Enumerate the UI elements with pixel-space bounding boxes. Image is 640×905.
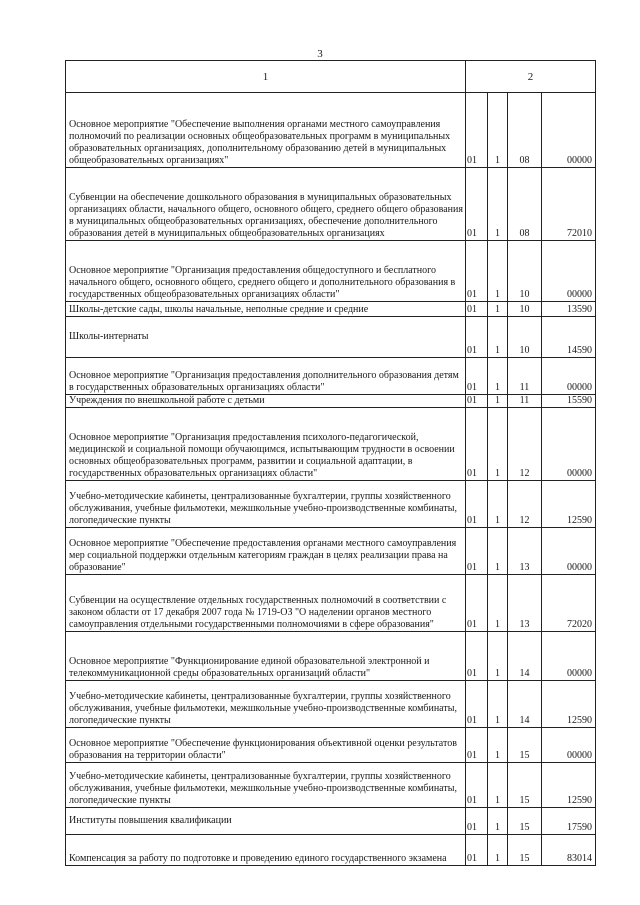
code-direction: 12590 (542, 681, 596, 728)
table-header-row (66, 61, 596, 93)
code-activity: 10 (508, 317, 542, 358)
code-subprogram: 1 (488, 395, 508, 408)
code-direction: 00000 (542, 358, 596, 395)
table-row (66, 835, 596, 866)
code-direction: 12590 (542, 763, 596, 808)
table-row (66, 408, 596, 481)
table-row (66, 728, 596, 763)
code-subprogram: 1 (488, 317, 508, 358)
row-description: Основное мероприятие "Обеспечение функционирования объективной оценки результатов образования на территории области" (66, 728, 466, 763)
code-program: 01 (466, 528, 488, 575)
code-activity: 12 (508, 481, 542, 528)
row-description: Учебно-методические кабинеты, централизованные бухгалтерии, группы хозяйственного обслуживания, учебные фильмотеки, межшкольные учебно-производственные комбинаты, логопедические пункты (66, 681, 466, 728)
code-direction: 15590 (542, 395, 596, 408)
table-row (66, 93, 596, 168)
code-program: 01 (466, 632, 488, 681)
code-subprogram: 1 (488, 302, 508, 317)
code-activity: 15 (508, 763, 542, 808)
row-description: Учебно-методические кабинеты, централизованные бухгалтерии, группы хозяйственного обслуживания, учебные фильмотеки, межшкольные учебно-производственные комбинаты, логопедические пункты (66, 481, 466, 528)
row-description: Основное мероприятие "Функционирование единой образовательной электронной и телекоммуникационной среды образовательных организаций области" (66, 632, 466, 681)
code-subprogram: 1 (488, 528, 508, 575)
table-row (66, 395, 596, 408)
code-activity: 15 (508, 728, 542, 763)
row-description: Основное мероприятие "Обеспечение предоставления органами местного самоуправления мер социальной поддержки отдельным категориям граждан в целях реализации права на образование" (66, 528, 466, 575)
code-program: 01 (466, 408, 488, 481)
code-activity: 15 (508, 835, 542, 866)
row-description: Учебно-методические кабинеты, централизованные бухгалтерии, группы хозяйственного обслуживания, учебные фильмотеки, межшкольные учебно-производственные комбинаты, логопедические пункты (66, 763, 466, 808)
code-activity: 15 (508, 808, 542, 835)
code-activity: 13 (508, 528, 542, 575)
code-program: 01 (466, 395, 488, 408)
table-row (66, 681, 596, 728)
row-description: Учреждения по внешкольной работе с детьми (66, 395, 466, 408)
code-subprogram: 1 (488, 241, 508, 302)
code-direction: 14590 (542, 317, 596, 358)
code-activity: 14 (508, 681, 542, 728)
code-direction: 72010 (542, 168, 596, 241)
code-subprogram: 1 (488, 408, 508, 481)
code-program: 01 (466, 93, 488, 168)
row-description: Институты повышения квалификации (66, 808, 466, 835)
row-description: Школы-детские сады, школы начальные, неполные средние и средние (66, 302, 466, 317)
row-description: Основное мероприятие "Организация предоставления дополнительного образования детям в государственных образовательных организациях области" (66, 358, 466, 395)
page-number: 3 (317, 48, 323, 60)
code-direction: 17590 (542, 808, 596, 835)
code-direction: 00000 (542, 528, 596, 575)
table-row (66, 763, 596, 808)
table-row (66, 358, 596, 395)
code-subprogram: 1 (488, 835, 508, 866)
table-row (66, 168, 596, 241)
code-program: 01 (466, 241, 488, 302)
code-activity: 13 (508, 575, 542, 632)
code-activity: 11 (508, 395, 542, 408)
code-activity: 11 (508, 358, 542, 395)
code-subprogram: 1 (488, 168, 508, 241)
code-activity: 08 (508, 168, 542, 241)
table-row (66, 317, 596, 358)
code-program: 01 (466, 808, 488, 835)
code-subprogram: 1 (488, 93, 508, 168)
table-row (66, 481, 596, 528)
row-description: Компенсация за работу по подготовке и проведению единого государственного экзамена (66, 835, 466, 866)
code-direction: 00000 (542, 241, 596, 302)
code-program: 01 (466, 481, 488, 528)
code-direction: 00000 (542, 408, 596, 481)
code-activity: 08 (508, 93, 542, 168)
code-subprogram: 1 (488, 632, 508, 681)
table-row (66, 302, 596, 317)
row-description: Субвенции на осуществление отдельных государственных полномочий в соответствии с законом области от 17 декабря 2007 года № 1719-ОЗ "О наделении органов местного самоуправления отдельными государственными полномочиями в сфере образования" (66, 575, 466, 632)
table-row (66, 528, 596, 575)
code-program: 01 (466, 575, 488, 632)
code-program: 01 (466, 763, 488, 808)
row-description: Школы-интернаты (66, 317, 466, 358)
row-description: Субвенции на обеспечение дошкольного образования в муниципальных образовательных организациях области, начального общего, основного общего, среднего общего образования в муниципальных общеобразовательных организациях, обеспечение дополнительного образования детей в муниципальных общеобразовательных организациях (66, 168, 466, 241)
header-column-2: 2 (466, 61, 596, 93)
row-description: Основное мероприятие "Обеспечение выполнения органами местного самоуправления полномочий по реализации основных общеобразовательных программ в муниципальных образовательных организациях, дополнительному образованию детей в муниципальных общеобразовательных организациях" (66, 93, 466, 168)
table-row (66, 808, 596, 835)
code-activity: 14 (508, 632, 542, 681)
code-program: 01 (466, 728, 488, 763)
code-direction: 12590 (542, 481, 596, 528)
code-subprogram: 1 (488, 681, 508, 728)
row-description: Основное мероприятие "Организация предоставления общедоступного и бесплатного начального общего, основного общего, среднего общего и дополнительного образования в государственных общеобразовательных организациях области" (66, 241, 466, 302)
code-program: 01 (466, 317, 488, 358)
header-column-1: 1 (66, 61, 466, 93)
code-program: 01 (466, 302, 488, 317)
code-subprogram: 1 (488, 575, 508, 632)
code-program: 01 (466, 168, 488, 241)
code-program: 01 (466, 835, 488, 866)
code-activity: 10 (508, 302, 542, 317)
code-direction: 00000 (542, 632, 596, 681)
code-subprogram: 1 (488, 763, 508, 808)
code-direction: 83014 (542, 835, 596, 866)
table-row (66, 575, 596, 632)
code-direction: 72020 (542, 575, 596, 632)
code-program: 01 (466, 358, 488, 395)
table-row (66, 632, 596, 681)
code-activity: 10 (508, 241, 542, 302)
code-direction: 00000 (542, 728, 596, 763)
table-row (66, 241, 596, 302)
code-program: 01 (466, 681, 488, 728)
budget-classification-table (65, 60, 596, 866)
code-activity: 12 (508, 408, 542, 481)
code-direction: 00000 (542, 93, 596, 168)
row-description: Основное мероприятие "Организация предоставления психолого-педагогической, медицинской и социальной помощи обучающимся, испытывающим трудности в освоении основных общеобразовательных программ, развитии и социальной адаптации, в государственных образовательных организациях области" (66, 408, 466, 481)
code-subprogram: 1 (488, 481, 508, 528)
code-subprogram: 1 (488, 808, 508, 835)
code-subprogram: 1 (488, 728, 508, 763)
code-subprogram: 1 (488, 358, 508, 395)
code-direction: 13590 (542, 302, 596, 317)
